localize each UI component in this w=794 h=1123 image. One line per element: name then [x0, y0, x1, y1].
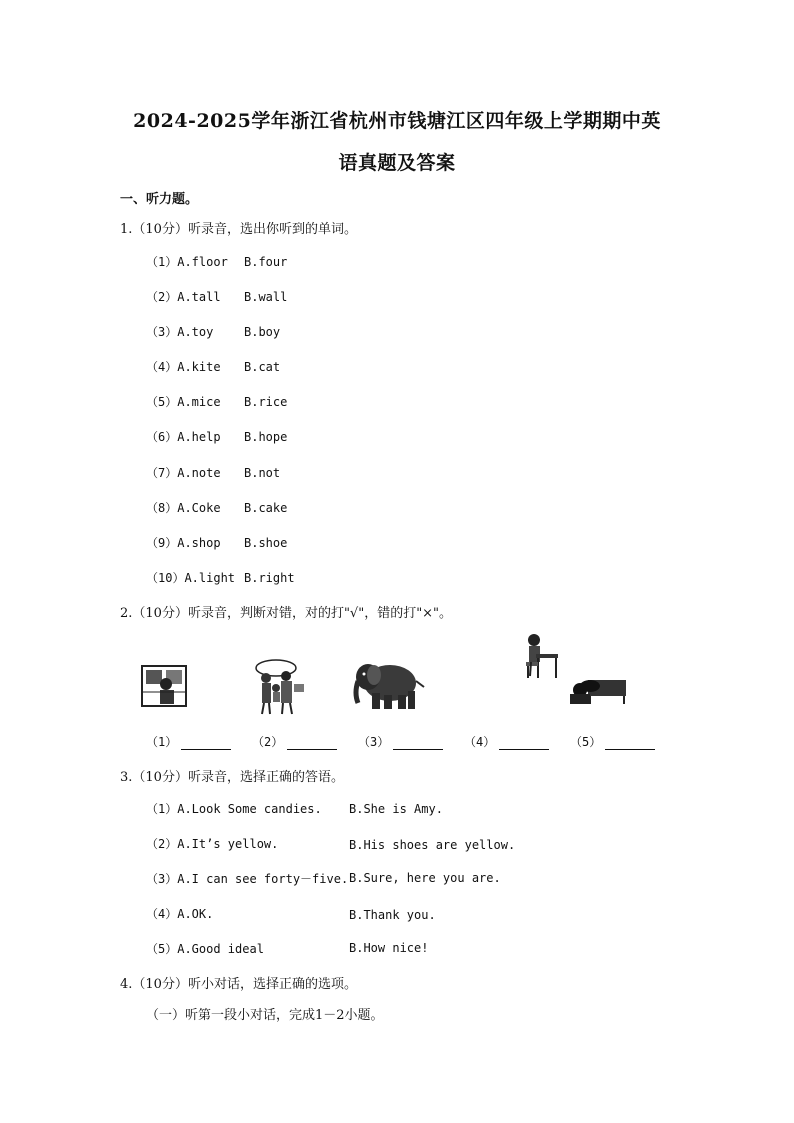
q1-item-4-a: （4）A.kite [146, 360, 221, 374]
q1-item-8-b: B.cake [244, 501, 288, 515]
q1-item-1-a: （1）A.floor [146, 255, 228, 269]
q1-item-5-a: （5）A.mice [146, 395, 221, 409]
q2-blank-5[interactable]: （5） [570, 733, 655, 750]
q1-item-1-b: B.four [244, 255, 288, 269]
q1-item-6-b: B.hope [244, 430, 288, 444]
q1-item-3-a: （3）A.toy [146, 325, 214, 339]
q1-item-4-b: B.cat [244, 360, 281, 374]
question-3-stem: 3.（10分）听录音，选择正确的答语。 [120, 770, 344, 785]
q1-item-9-a: （9）A.shop [146, 536, 221, 550]
q3-item-4-b: B.Thank you. [349, 908, 436, 922]
q3-item-5-a: （5）A.Good ideal [146, 942, 264, 956]
q3-item-3-b: B.Sure, here you are. [349, 871, 501, 885]
picture-3-elephant [352, 657, 426, 713]
q1-item-7-b: B.not [244, 466, 281, 480]
q2-blank-4[interactable]: （4） [464, 733, 549, 750]
q3-item-1-b: B.She is Amy. [349, 802, 443, 816]
question-2-stem: 2.（10分）听录音，判断对错，对的打"√"，错的打"×"。 [120, 606, 453, 621]
q2-blank-2[interactable]: （2） [252, 733, 337, 750]
q1-item-3-b: B.boy [244, 325, 281, 339]
picture-4-child-at-desk [522, 632, 560, 682]
q3-item-5-b: B.How nice! [349, 941, 429, 955]
q1-item-9-b: B.shoe [244, 536, 288, 550]
q1-item-5-b: B.rice [244, 395, 288, 409]
q1-item-10-a: （10）A.light [146, 571, 236, 585]
document-title-line1: 2024-2025学年浙江省杭州市钱塘江区四年级上学期期中英 [133, 110, 661, 132]
q1-item-8-a: （8）A.Coke [146, 501, 221, 515]
q1-item-2-a: （2）A.tall [146, 290, 221, 304]
q2-blank-1[interactable]: （1） [146, 733, 231, 750]
picture-1-person-at-window [140, 662, 190, 710]
q3-item-2-b: B.His shoes are yellow. [349, 838, 516, 852]
q1-item-6-a: （6）A.help [146, 430, 221, 444]
picture-5-child-on-bed [566, 672, 630, 708]
q1-item-7-a: （7）A.note [146, 466, 221, 480]
q3-item-1-a: （1）A.Look Some candies. [146, 802, 322, 816]
q3-item-2-a: （2）A.It’s yellow. [146, 837, 279, 851]
q1-item-2-b: B.wall [244, 290, 288, 304]
document-title-line2: 语真题及答案 [338, 152, 456, 174]
question-1-stem: 1.（10分）听录音，选出你听到的单词。 [120, 222, 357, 237]
section-listening-heading: 一、听力题。 [120, 192, 199, 207]
question-4-stem: 4.（10分）听小对话，选择正确的选项。 [120, 977, 357, 992]
q1-item-10-b: B.right [244, 571, 295, 585]
q2-blank-3[interactable]: （3） [358, 733, 443, 750]
question-4-subheading: （一）听第一段小对话，完成1－2小题。 [146, 1008, 384, 1023]
picture-2-family-group [252, 658, 308, 716]
q3-item-4-a: （4）A.OK. [146, 907, 214, 921]
q3-item-3-a: （3）A.I can see forty－five. [146, 872, 349, 886]
